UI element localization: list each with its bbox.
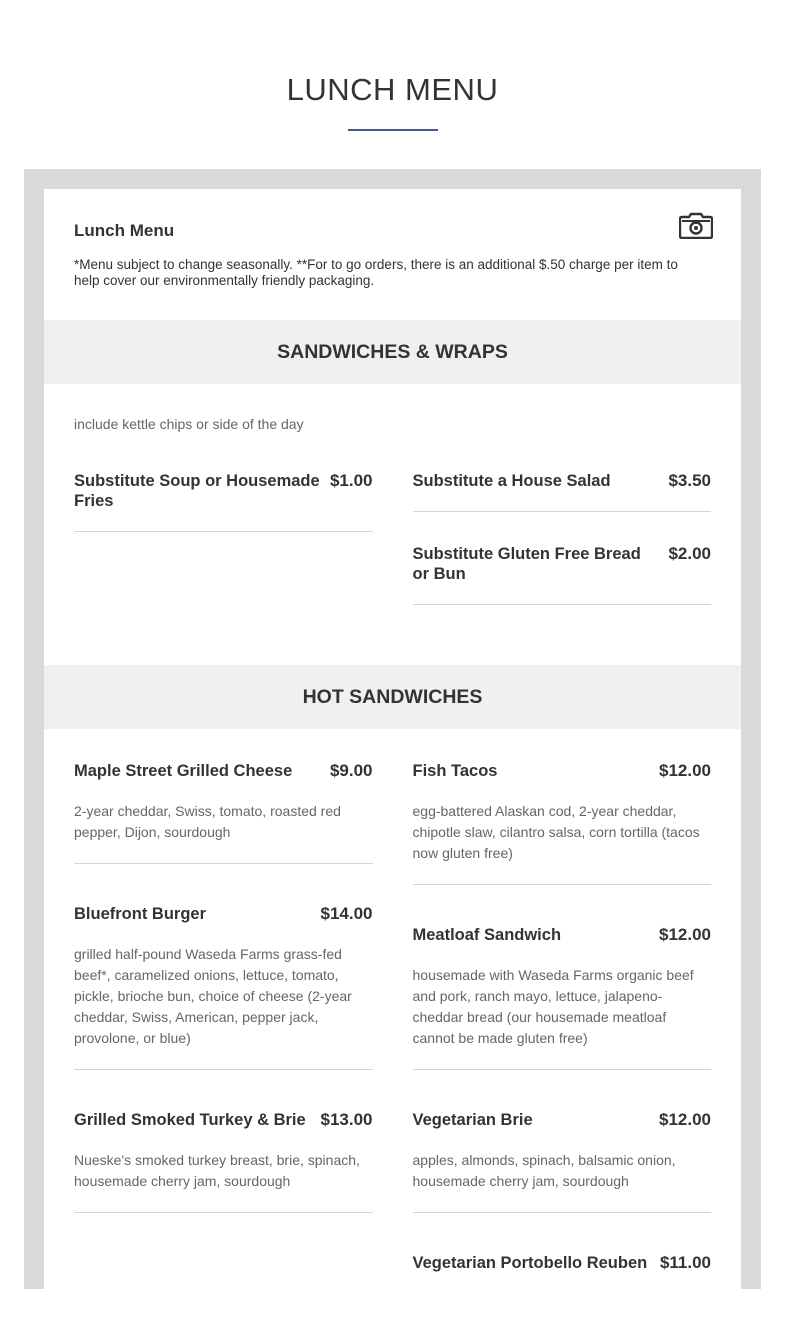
item-name: Substitute a House Salad [412,472,611,490]
item-price: $1.00 [329,471,373,490]
menu-item [74,761,373,864]
menu-item [74,1110,373,1213]
item-name: Substitute Gluten Free Bread or Bun [412,545,641,583]
menu-item [413,1253,712,1293]
item-price: $12.00 [659,1110,711,1129]
item-description: egg-battered Alaskan cod, 2-year cheddar, chipotle slaw, cilantro salsa, corn tortilla (tacos now gluten free) [412,803,700,861]
item-price: $12.00 [659,761,711,780]
menu-item [74,471,373,532]
item-price: $3.50 [668,471,711,490]
menu-note: *Menu subject to change seasonally. **For to go orders, there is an additional $.50 charge per item to help cover our environmentally friendly packaging. [74,257,678,288]
menu-card [44,189,741,1289]
menu-item [413,761,712,885]
menu-intro [44,189,741,320]
item-price: $13.00 [320,1110,373,1129]
left-column [74,761,373,1333]
menu-item [413,544,712,605]
item-name: Maple Street Grilled Cheese [74,762,293,780]
item-description: Nueske's smoked turkey breast, brie, spinach, housemade cherry jam, sourdough [74,1152,360,1189]
item-name: Vegetarian Brie [412,1111,533,1129]
menu-item [413,925,712,1070]
menu-frame [24,169,761,1289]
right-column [413,432,712,605]
right-column [413,761,712,1333]
section-sandwiches-wraps [44,320,741,605]
item-price: $14.00 [320,904,373,923]
section-columns [44,432,741,605]
item-price: $11.00 [659,1253,711,1272]
item-name: Fish Tacos [412,762,498,780]
item-description: grilled half-pound Waseda Farms grass-fed beef*, caramelized onions, lettuce, tomato, pickle, brioche bun, choice of cheese (2-year cheddar, Swiss, American, pepper jack, provolone, or blue) [74,946,352,1046]
page-title: LUNCH MENU [286,72,499,107]
item-description: apples, almonds, spinach, balsamic onion, housemade cherry jam, sourdough [412,1152,676,1189]
left-column [74,432,373,605]
item-price: $2.00 [668,544,711,563]
section-hot-sandwiches [44,665,741,1333]
item-name: Grilled Smoked Turkey & Brie [74,1111,306,1129]
camera-icon[interactable] [679,211,713,239]
menu-item [74,904,373,1070]
item-description: housemade with Waseda Farms organic beef and pork, ranch mayo, lettuce, jalapeno-cheddar bread (our housemade meatloaf cannot be made gluten free) [412,967,694,1046]
section-note: include kettle chips or side of the day [74,416,304,432]
section-columns [44,729,741,1333]
section-title: SANDWICHES & WRAPS [44,320,741,384]
item-price: $9.00 [329,761,373,780]
menu-item [413,1110,712,1213]
item-name: Vegetarian Portobello Reuben [412,1254,648,1272]
item-name: Meatloaf Sandwich [412,926,562,944]
menu-item [413,471,712,512]
item-name: Bluefront Burger [74,905,206,923]
title-underline [348,129,438,131]
item-price: $12.00 [659,925,711,944]
item-description: 2-year cheddar, Swiss, tomato, roasted red pepper, Dijon, sourdough [74,803,341,840]
menu-heading: Lunch Menu [74,221,175,240]
item-name: Substitute Soup or Housemade Fries [74,472,320,510]
section-title: HOT SANDWICHES [44,665,741,729]
